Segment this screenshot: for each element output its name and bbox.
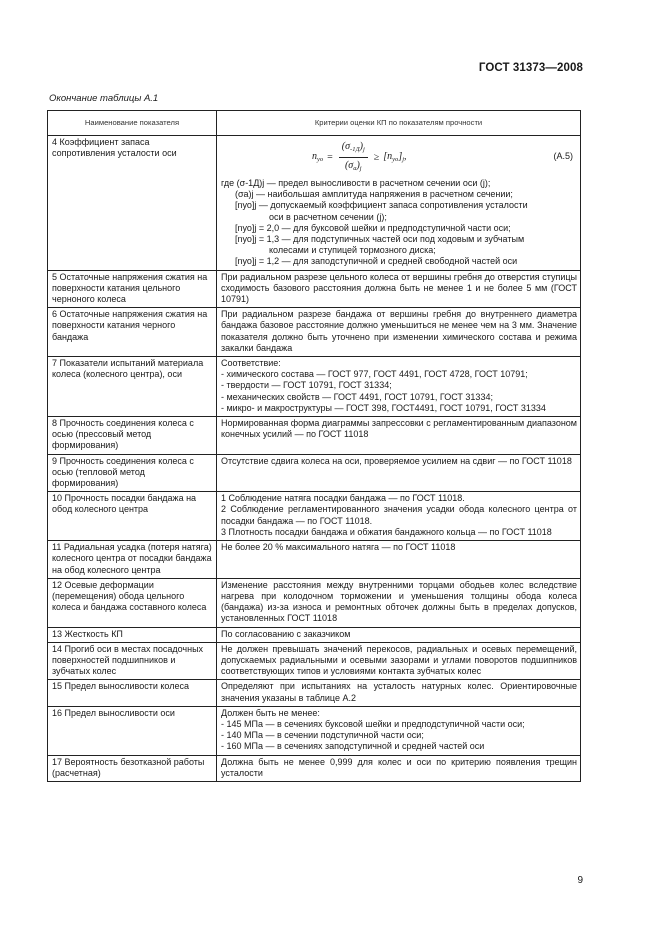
criteria-line: - 160 МПа — в сечениях заподступичной и средней частей оси — [221, 741, 485, 752]
indicator-name: 10 Прочность посадки бандажа на обод колесного центра — [48, 492, 217, 541]
criteria-cell — [217, 357, 581, 417]
table-row — [48, 357, 581, 417]
page-number: 9 — [577, 875, 583, 886]
indicator-name: 5 Остаточные напряжения сжатия на поверхности катания цельного черноного колеса — [48, 270, 217, 308]
formula-explanation-line: оси в расчетном сечении (j); — [269, 211, 387, 222]
criteria-cell: Отсутствие сдвига колеса на оси, проверяемое усилием на сдвиг — по ГОСТ 11018 — [217, 454, 581, 492]
criteria-line: 1 Соблюдение натяга посадки бандажа — по ГОСТ 11018. — [221, 493, 465, 504]
table-row — [48, 454, 581, 492]
table-row — [48, 541, 581, 579]
table-row — [48, 308, 581, 357]
criteria-cell — [217, 492, 581, 541]
criteria-cell: Не более 20 % максимального натяга — по ГОСТ 11018 — [217, 541, 581, 579]
table-caption: Окончание таблицы А.1 — [49, 93, 159, 104]
formula-relation: ≥ — [373, 152, 380, 164]
criteria-line: - 140 МПа — в сечении подступичной части оси; — [221, 730, 424, 741]
table-row — [48, 417, 581, 455]
criteria-line: - микро- и макроструктуры — ГОСТ 398, ГОСТ4491, ГОСТ 10791, ГОСТ 31334 — [221, 402, 546, 413]
indicator-name: 12 Осевые деформации (перемещения) обода цельного колеса и бандажа составного колеса — [48, 578, 217, 627]
indicator-name: 6 Остаточные напряжения сжатия на поверхности катания черного бандажа — [48, 308, 217, 357]
table-row — [48, 270, 581, 308]
criteria-cell — [217, 136, 581, 271]
criteria-line: Соответствие: — [221, 358, 281, 369]
formula-expression: $n_{уо}$ = $\frac{(\sigma_{-1Д})_j}{(\sigma_a)_j}$ ≥ $[n_{уо}]_j$, — [312, 141, 407, 174]
table-row — [48, 755, 581, 781]
indicator-name: 9 Прочность соединения колеса с осью (тепловой метод формирования) — [48, 454, 217, 492]
criteria-line: Должен быть не менее: — [221, 707, 320, 718]
formula-a5 — [221, 138, 577, 178]
criteria-cell: Определяют при испытаниях на усталость натурных колес. Ориентировочные значения указаны в таблице А.2 — [217, 680, 581, 706]
criteria-cell: Изменение расстояния между внутренними торцами ободьев колес вследствие нагрева при колодочном торможении и уменьшения толщины обода колеса (бандажа) из-за износа и ремонтных обточек должны быть в пределах допусков, установленных ГОСТ 11018 — [217, 578, 581, 627]
document-code: ГОСТ 31373—2008 — [478, 62, 583, 74]
table-row — [48, 627, 581, 642]
table-row — [48, 578, 581, 627]
formula-fraction — [339, 141, 368, 174]
formula-numerator: $(\sigma_{-1Д})_j$ — [339, 141, 368, 158]
criteria-cell: Должна быть не менее 0,999 для колес и оси по критерию появления трещин усталости — [217, 755, 581, 781]
indicator-name: 15 Предел выносливости колеса — [48, 680, 217, 706]
criteria-line: 2 Соблюдение регламентированного значения усадки обода колесного центра от посадки бандажа — по ГОСТ 11018. — [221, 504, 577, 526]
table-row — [48, 706, 581, 755]
indicator-name: 16 Предел выносливости оси — [48, 706, 217, 755]
criteria-line: - 145 МПа — в сечениях буксовой шейки и предподступичной части оси; — [221, 718, 525, 729]
indicator-name: 7 Показатели испытаний материала колеса (колесного центра), оси — [48, 357, 217, 417]
indicator-name: 11 Радиальная усадка (потеря натяга) колесного центра от посадки бандажа на обод колесного центра — [48, 541, 217, 579]
indicator-name: 13 Жесткость КП — [48, 627, 217, 642]
indicator-name: 8 Прочность соединения колеса с осью (прессовый метод формирования) — [48, 417, 217, 455]
criteria-line: 3 Плотность посадки бандажа и обжатия бандажного кольца — по ГОСТ 11018 — [221, 526, 552, 537]
table-row — [48, 642, 581, 680]
formula-lhs: $n_{уо}$ — [312, 150, 324, 163]
table-row — [48, 492, 581, 541]
indicator-name: 14 Прогиб оси в местах посадочных поверхностей подшипников и зубчатых колес — [48, 642, 217, 680]
formula-rhs: $[n_{уо}]_j$, — [383, 150, 407, 163]
table-row — [48, 680, 581, 706]
equation-number: (А.5) — [553, 151, 573, 161]
criteria-cell: Нормированная форма диаграммы запрессовки с регламентированным диапазоном конечных усилий — по ГОСТ 11018 — [217, 417, 581, 455]
formula-explanation-line: [nуо]j = 2,0 — для буксовой шейки и предподступичной части оси; — [235, 222, 511, 233]
col-header-criteria: Критерии оценки КП по показателям прочности — [217, 111, 581, 136]
criteria-cell: При радиальном разрезе бандажа от вершины гребня до внутреннего диаметра бандажа базовое расстояние должно уменьшиться не менее чем на 3 мм. Значение показателя должно быть уточнено при изменении химического состава и режима закалки бандажа — [217, 308, 581, 357]
table-row — [48, 136, 581, 271]
formula-explanation-line: [nуо]j = 1,2 — для заподступичной и средней свободной частей оси — [235, 256, 518, 267]
criteria-cell: При радиальном разрезе цельного колеса от вершины гребня до отверстия ступицы сходимость базового расстояния должна быть не менее 1 и не более 5 мм (ГОСТ 10791) — [217, 270, 581, 308]
strength-criteria-table — [47, 110, 581, 782]
criteria-cell: По согласованию с заказчиком — [217, 627, 581, 642]
criteria-cell: Не должен превышать значений перекосов, радиальных и осевых перемещений, допускаемых радиальными и осевыми зазорами и углами поворотов подшипников соответствующих типов и условиями контакта зубчатых колес — [217, 642, 581, 680]
formula-explanation-line: (σa)j — наибольшая амплитуда напряжения в расчетном сечении; — [235, 189, 513, 200]
criteria-line: - твердости — ГОСТ 10791, ГОСТ 31334; — [221, 380, 392, 391]
formula-denominator: $(\sigma_a)_j$ — [344, 160, 362, 173]
col-header-indicator: Наименование показателя — [48, 111, 217, 136]
formula-explanation-line: где (σ-1Д)j — предел выносливости в расчетном сечении оси (j); — [221, 178, 491, 188]
table-header-row — [48, 111, 581, 136]
formula-explanation-line: [nуо]j — допускаемый коэффициент запаса сопротивления усталости — [235, 200, 528, 211]
criteria-line: - механических свойств — ГОСТ 4491, ГОСТ 10791, ГОСТ 31334; — [221, 391, 493, 402]
formula-explanation-line: колесами и ступицей тормозного диска; — [269, 245, 436, 256]
indicator-name: 17 Вероятность безотказной работы (расчетная) — [48, 755, 217, 781]
criteria-cell — [217, 706, 581, 755]
indicator-name: 4 Коэффициент запаса сопротивления усталости оси — [48, 136, 217, 271]
formula-explanation-line: [nуо]j = 1,3 — для подступичных частей оси под ходовым и зубчатым — [235, 234, 525, 245]
criteria-line: - химического состава — ГОСТ 977, ГОСТ 4491, ГОСТ 4728, ГОСТ 10791; — [221, 369, 528, 380]
